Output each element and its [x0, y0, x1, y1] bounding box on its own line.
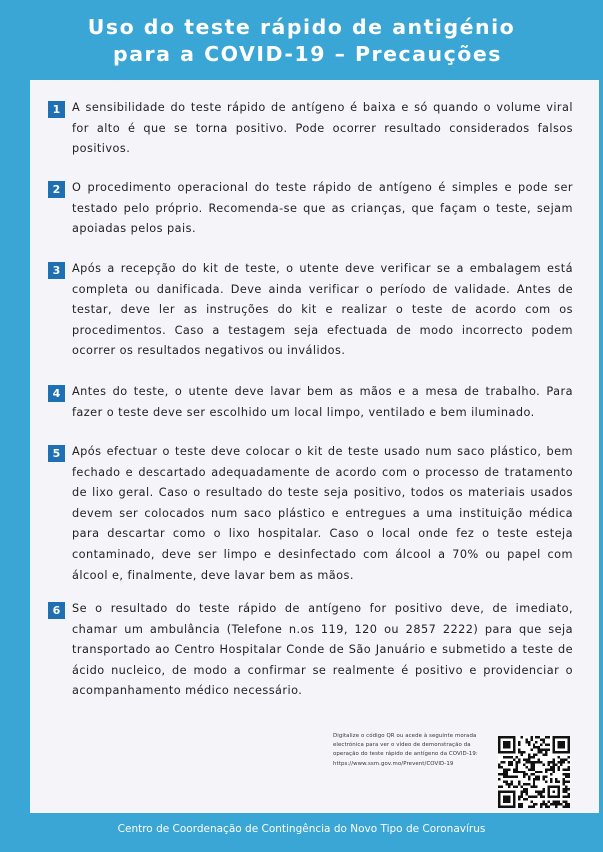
precaution-item-2	[48, 178, 573, 240]
precaution-item-1	[48, 98, 573, 160]
item-number-badge: 2	[48, 181, 65, 198]
item-number-badge: 6	[48, 602, 65, 619]
title-line-2: para a COVID-19 – Precauções	[113, 42, 502, 66]
footer-organization: Centro de Coordenação de Contingência do Novo Tipo de Coronavírus	[117, 823, 486, 835]
precaution-item-5	[48, 442, 573, 586]
item-number-badge: 1	[48, 101, 65, 118]
item-text: A sensibilidade do teste rápido de antígeno é baixa e só quando o volume viral for alto é que se torna positivo. Pode ocorrer resultado considerados falsos positivos.	[72, 101, 573, 156]
page-title	[0, 14, 603, 68]
precaution-item-3	[48, 259, 573, 362]
item-text: Após efectuar o teste deve colocar o kit de teste usado num saco plástico, bem fechado e descartado adequadamente de acordo com o processo de tratamento de lixo geral. Caso o resultado do teste seja positivo, todos os materiais usados devem ser colocados num saco plástico e entregues a uma instituição médica para descartar como o lixo hospitalar. Caso o local onde fez o teste esteja contaminado, deve ser limpo e desinfectado com álcool a 70% ou papel com álcool e, finalmente, deve lavar bem as mãos.	[72, 445, 573, 582]
item-number-badge: 4	[48, 385, 65, 402]
item-text: Após a recepção do kit de teste, o utente deve verificar se a embalagem está completa ou danificada. Deve ainda verificar o período de validade. Antes de testar, deve ler as instruções do kit e realizar o teste de acordo com os procedimentos. Caso a testagem seja efectuada de modo incorrecto podem ocorrer os resultados negativos ou inválidos.	[72, 262, 573, 358]
title-line-1: Uso do teste rápido de antigénio	[87, 15, 516, 39]
item-text: Se o resultado do teste rápido de antígeno for positivo deve, de imediato, chamar um ambulância (Telefone n.os 119, 120 ou 2857 2222) para que seja transportado ao Centro Hospitalar Conde de São Januário e submetido a teste de ácido nucleico, de modo a confirmar se realmente é positivo e providenciar o acompanhamento médico necessário.	[72, 602, 573, 698]
item-text: Antes do teste, o utente deve lavar bem as mãos e a mesa de trabalho. Para fazer o teste deve ser escolhido um local limpo, ventilado e bem iluminado.	[72, 385, 573, 419]
precaution-item-6	[48, 599, 573, 702]
qr-caption-text: Digitalize o código QR ou acede à seguinte morada electrónica para ver o vídeo de demonstração da operação do teste rápido de antígeno da COVID-19:	[333, 733, 478, 758]
item-text: O procedimento operacional do teste rápido de antígeno é simples e pode ser testado pelo próprio. Recomenda-se que as crianças, que façam o teste, sejam apoiadas pelos pais.	[72, 181, 573, 236]
item-number-badge: 3	[48, 262, 65, 279]
qr-caption	[333, 732, 491, 769]
content-card	[30, 80, 599, 813]
item-number-badge: 5	[48, 445, 65, 462]
qr-url-link[interactable]: https://www.ssm.gov.mo/Prevent/COVID-19	[333, 760, 454, 767]
precaution-item-4	[48, 382, 573, 423]
qr-code-icon[interactable]	[498, 736, 570, 808]
